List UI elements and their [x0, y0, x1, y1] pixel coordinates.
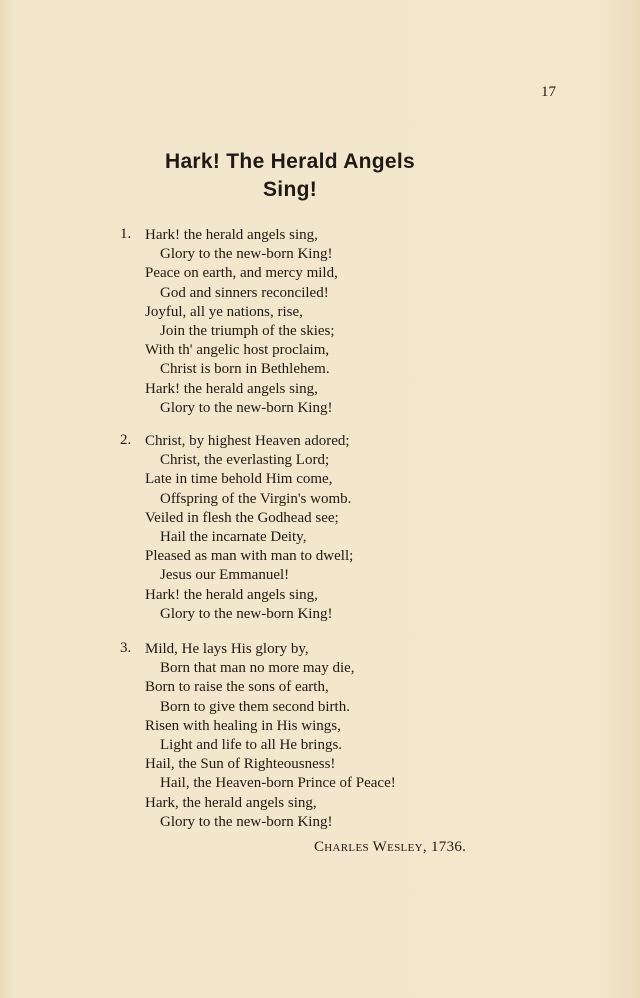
verse-line: With th' angelic host proclaim, [145, 342, 330, 359]
verse-3 [120, 640, 560, 832]
verse-line: Risen with healing in His wings, [145, 717, 341, 734]
year: 1736. [430, 839, 467, 855]
verse-1 [120, 226, 560, 418]
verse-number: 3. [120, 640, 132, 656]
verse-line: Peace on earth, and mercy mild, [145, 265, 338, 282]
verse-line: Veiled in flesh the Godhead see; [145, 509, 339, 526]
verse-line: Mild, He lays His glory by, [145, 641, 309, 657]
verse-line: Joyful, all ye nations, rise, [145, 303, 303, 320]
verse-line: Hark! the herald angels sing, [145, 586, 318, 603]
verse-line: Hark! the herald angels sing, [145, 380, 318, 397]
hymn-title-line-2: Sing! [263, 178, 317, 201]
verse-line: Hail the incarnate Deity, [160, 528, 307, 545]
verse-line: Pleased as man with man to dwell; [145, 548, 354, 565]
verse-line: Born that man no more may die, [160, 660, 355, 677]
verse-line: Born to give them second birth. [160, 698, 350, 715]
verse-line: Offspring of the Virgin's womb. [160, 490, 352, 507]
verse-line: Late in time behold Him come, [145, 471, 333, 488]
page-number: 17 [541, 84, 556, 100]
author-name: Charles Wesley, [314, 839, 427, 855]
attribution [314, 839, 466, 856]
verse-line: Glory to the new-born King! [160, 813, 333, 830]
verse-line: Hail, the Heaven-born Prince of Peace! [160, 775, 396, 792]
verse-line: Jesus our Emmanuel! [160, 567, 290, 584]
verse-line: Born to raise the sons of earth, [145, 679, 329, 696]
verse-line: Hark, the herald angels sing, [145, 794, 317, 811]
verse-line: Hail, the Sun of Righteousness! [145, 756, 336, 773]
verse-line: Glory to the new-born King! [160, 605, 333, 622]
hymn-title-line-1: Hark! The Herald Angels [164, 150, 416, 173]
verse-line: Glory to the new-born King! [160, 246, 333, 263]
verse-line: Join the triumph of the skies; [160, 322, 335, 339]
hymn-title [80, 148, 500, 204]
verse-line: Glory to the new-born King! [160, 399, 333, 416]
verse-2 [120, 432, 560, 624]
verse-line: Hark! the herald angels sing, [145, 227, 318, 243]
verse-number: 2. [120, 432, 132, 448]
verse-line: Christ is born in Bethlehem. [160, 361, 330, 378]
verse-line: Christ, the everlasting Lord; [160, 452, 330, 469]
verse-line: Light and life to all He brings. [160, 736, 343, 753]
verse-number: 1. [120, 226, 132, 242]
verse-line: Christ, by highest Heaven adored; [145, 433, 350, 449]
verse-line: God and sinners reconciled! [160, 284, 329, 301]
